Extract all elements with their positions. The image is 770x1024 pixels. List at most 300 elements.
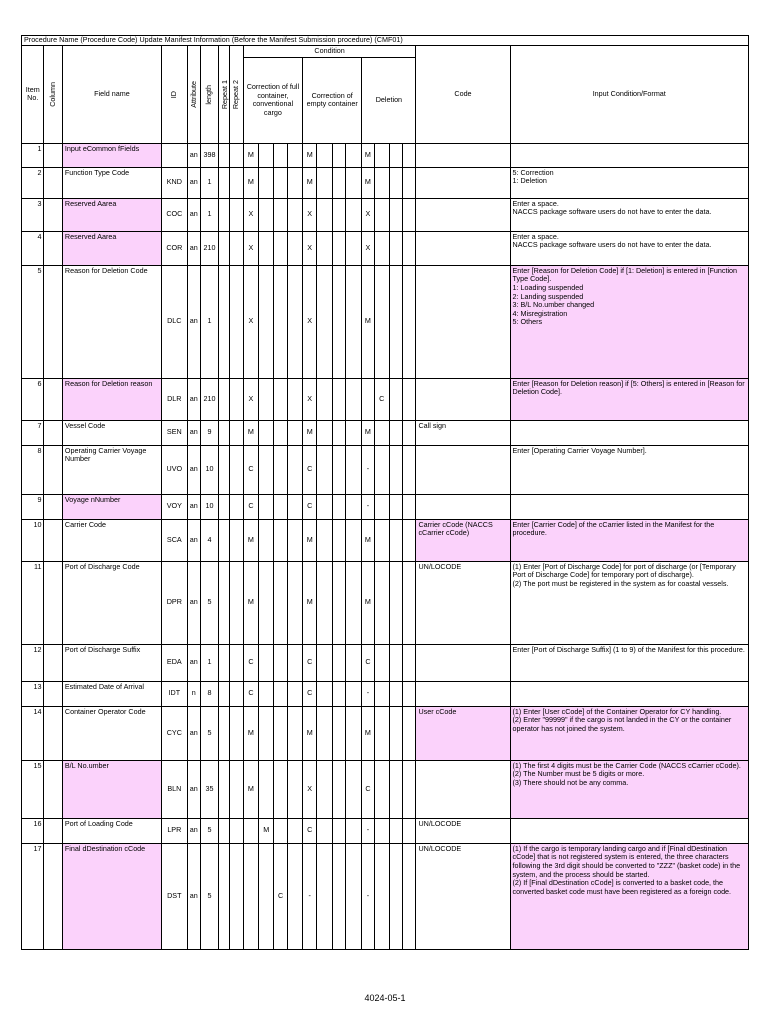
- item-no: 2: [22, 167, 44, 198]
- code-cell: [416, 143, 510, 167]
- table-row: [22, 706, 749, 760]
- condition-full-blank: [274, 760, 287, 818]
- condition-del-blank: [389, 706, 402, 760]
- condition-empty-blank: [345, 378, 361, 420]
- condition-empty: M: [303, 706, 317, 760]
- attribute: an: [187, 706, 200, 760]
- code-cell: UN/LOCODE: [416, 818, 510, 843]
- condition-empty-blank: [345, 494, 361, 519]
- condition-full-blank: [287, 644, 302, 681]
- table-row: [22, 265, 749, 378]
- condition-full-blank: [287, 681, 302, 706]
- condition-empty: X: [303, 760, 317, 818]
- condition-del: -: [362, 445, 374, 494]
- table-row: [22, 644, 749, 681]
- input-condition: [510, 818, 749, 843]
- field-name: Final dDestination cCode: [62, 843, 161, 949]
- input-condition: [510, 143, 749, 167]
- condition-full-blank: [287, 843, 302, 949]
- code-cell: [416, 231, 510, 265]
- item-no: 10: [22, 519, 44, 561]
- condition-full-blank: [274, 561, 287, 644]
- condition-del-blank: [389, 445, 402, 494]
- condition-empty-blank: [317, 494, 332, 519]
- code-cell: [416, 378, 510, 420]
- condition-empty: C: [303, 818, 317, 843]
- field-id: EDA: [162, 644, 188, 681]
- column-cell: [44, 143, 62, 167]
- table-row: [22, 420, 749, 445]
- condition-empty-blank: [332, 420, 345, 445]
- condition-full-blank: [287, 561, 302, 644]
- condition-del-blank: [374, 198, 389, 231]
- condition-full: C: [274, 843, 287, 949]
- condition-del-blank: [374, 818, 389, 843]
- code-cell: User cCode: [416, 706, 510, 760]
- condition-del-blank: [374, 167, 389, 198]
- condition-del-blank: [389, 843, 402, 949]
- field-id: DLR: [162, 378, 188, 420]
- header-code: Code: [416, 46, 510, 144]
- table-row: [22, 681, 749, 706]
- field-name: Voyage nNumber: [62, 494, 161, 519]
- condition-full-blank: [287, 198, 302, 231]
- repeat1: [219, 494, 230, 519]
- repeat1: [219, 143, 230, 167]
- code-cell: [416, 167, 510, 198]
- repeat1: [219, 644, 230, 681]
- condition-full-blank: [274, 265, 287, 378]
- field-name: B/L No.umber: [62, 760, 161, 818]
- condition-full-blank: [259, 561, 274, 644]
- header-condition: Condition: [243, 46, 416, 58]
- length: 8: [200, 681, 218, 706]
- condition-del: -: [362, 681, 374, 706]
- condition-full: X: [243, 231, 258, 265]
- condition-full-blank: [259, 519, 274, 561]
- condition-del-blank: [403, 760, 416, 818]
- repeat1: [219, 681, 230, 706]
- attribute: an: [187, 143, 200, 167]
- condition-empty-blank: [332, 494, 345, 519]
- repeat2: [230, 561, 243, 644]
- condition-empty-blank: [332, 231, 345, 265]
- condition-empty: X: [303, 231, 317, 265]
- repeat2: [230, 760, 243, 818]
- header-repeat2: Repeat 2: [230, 46, 243, 144]
- length: 5: [200, 706, 218, 760]
- item-no: 8: [22, 445, 44, 494]
- table-row: [22, 231, 749, 265]
- condition-empty-blank: [345, 561, 361, 644]
- column-cell: [44, 265, 62, 378]
- condition-full-blank: [274, 519, 287, 561]
- condition-del: M: [362, 561, 374, 644]
- condition-full-blank: [274, 494, 287, 519]
- repeat1: [219, 519, 230, 561]
- attribute: an: [187, 231, 200, 265]
- condition-full-blank: [287, 494, 302, 519]
- condition-del-blank: [374, 760, 389, 818]
- repeat1: [219, 420, 230, 445]
- code-cell: UN/LOCODE: [416, 561, 510, 644]
- condition-del-blank: [403, 706, 416, 760]
- condition-full-blank: [259, 420, 274, 445]
- condition-del-blank: [403, 167, 416, 198]
- repeat1: [219, 843, 230, 949]
- code-cell: Call sign: [416, 420, 510, 445]
- condition-full-blank: [274, 681, 287, 706]
- condition-empty: M: [303, 167, 317, 198]
- code-cell: [416, 494, 510, 519]
- code-cell: [416, 760, 510, 818]
- condition-del-blank: [389, 760, 402, 818]
- repeat2: [230, 706, 243, 760]
- condition-del: M: [362, 519, 374, 561]
- procedure-title-row: [22, 36, 749, 46]
- repeat2: [230, 143, 243, 167]
- condition-empty-blank: [332, 445, 345, 494]
- column-cell: [44, 561, 62, 644]
- condition-empty-blank: [332, 561, 345, 644]
- attribute: n: [187, 681, 200, 706]
- repeat2: [230, 378, 243, 420]
- condition-empty: X: [303, 378, 317, 420]
- condition-full-blank: [259, 167, 274, 198]
- condition-empty-blank: [332, 167, 345, 198]
- code-cell: [416, 644, 510, 681]
- repeat1: [219, 265, 230, 378]
- condition-full-blank: [259, 445, 274, 494]
- column-cell: [44, 843, 62, 949]
- condition-empty-blank: [332, 843, 345, 949]
- condition-empty-blank: [345, 681, 361, 706]
- condition-empty: C: [303, 681, 317, 706]
- condition-del-blank: [389, 644, 402, 681]
- field-name: Reserved Aarea: [62, 231, 161, 265]
- attribute: an: [187, 519, 200, 561]
- condition-empty: C: [303, 494, 317, 519]
- condition-empty-blank: [317, 167, 332, 198]
- condition-del-blank: [374, 445, 389, 494]
- condition-empty-blank: [345, 420, 361, 445]
- field-id: COC: [162, 198, 188, 231]
- field-name: Estimated Date of Arrival: [62, 681, 161, 706]
- repeat1: [219, 706, 230, 760]
- condition-del-blank: [374, 706, 389, 760]
- item-no: 5: [22, 265, 44, 378]
- repeat1: [219, 231, 230, 265]
- condition-empty-blank: [317, 561, 332, 644]
- condition-full-blank: [287, 420, 302, 445]
- condition-del-blank: [403, 420, 416, 445]
- item-no: 13: [22, 681, 44, 706]
- condition-del-blank: [374, 843, 389, 949]
- condition-del-blank: [403, 818, 416, 843]
- length: 9: [200, 420, 218, 445]
- column-cell: [44, 519, 62, 561]
- item-no: 3: [22, 198, 44, 231]
- condition-del: M: [362, 265, 374, 378]
- field-id: DPR: [162, 561, 188, 644]
- condition-full-blank: [259, 681, 274, 706]
- condition-del-blank: [374, 561, 389, 644]
- field-name: Reason for Deletion Code: [62, 265, 161, 378]
- code-cell: UN/LOCODE: [416, 843, 510, 949]
- column-cell: [44, 198, 62, 231]
- condition-del: M: [362, 143, 374, 167]
- condition-full: C: [243, 681, 258, 706]
- table-row: [22, 198, 749, 231]
- attribute: an: [187, 843, 200, 949]
- input-condition: (1) Enter [Port of Discharge Code] for port of discharge (or [Temporary Port of Discharge Code] for temporary port of discharge). (2) The port must be registered in the system as for coastal vessels.: [510, 561, 749, 644]
- condition-full-blank: [274, 198, 287, 231]
- table-row: [22, 494, 749, 519]
- length: 10: [200, 445, 218, 494]
- table-row: [22, 143, 749, 167]
- condition-empty: C: [303, 445, 317, 494]
- condition-full: M: [243, 519, 258, 561]
- header-repeat1: Repeat 1: [219, 46, 230, 144]
- length: 4: [200, 519, 218, 561]
- field-id: VOY: [162, 494, 188, 519]
- condition-del: C: [362, 644, 374, 681]
- condition-empty-blank: [345, 818, 361, 843]
- field-id: KND: [162, 167, 188, 198]
- field-name: Function Type Code: [62, 167, 161, 198]
- code-cell: Carrier cCode (NACCS cCarrier cCode): [416, 519, 510, 561]
- input-condition: [510, 681, 749, 706]
- condition-full-blank: [274, 143, 287, 167]
- condition-empty-blank: [332, 681, 345, 706]
- repeat2: [230, 818, 243, 843]
- condition-del-blank: [403, 644, 416, 681]
- column-cell: [44, 760, 62, 818]
- procedure-label: Procedure Name (Procedure Code): [24, 35, 138, 45]
- repeat1: [219, 198, 230, 231]
- condition-del-blank: [403, 143, 416, 167]
- column-cell: [44, 818, 62, 843]
- input-condition: Enter [Reason for Deletion Code] if [1: Deletion] is entered in [Function Type Code]. 1: Loading suspended 2: Landing suspended 3: B/L No.umber changed 4: Misregistration 5: Others: [510, 265, 749, 378]
- length: 5: [200, 818, 218, 843]
- condition-del-blank: [374, 143, 389, 167]
- repeat1: [219, 760, 230, 818]
- repeat2: [230, 167, 243, 198]
- input-condition: (1) Enter [User cCode] of the Container Operator for CY handling. (2) Enter "99999" if the cargo is not landed in the CY or the container operator has not joined the system.: [510, 706, 749, 760]
- repeat1: [219, 818, 230, 843]
- header-attribute: Attribute: [187, 46, 200, 144]
- field-name: Operating Carrier Voyage Number: [62, 445, 161, 494]
- repeat2: [230, 494, 243, 519]
- length: 10: [200, 494, 218, 519]
- condition-del: X: [362, 231, 374, 265]
- field-id: COR: [162, 231, 188, 265]
- table-row: [22, 378, 749, 420]
- manifest-spec-document: [21, 35, 749, 950]
- condition-full-blank: [287, 818, 302, 843]
- condition-del-blank: [403, 445, 416, 494]
- condition-full-blank: [259, 644, 274, 681]
- condition-empty-blank: [317, 681, 332, 706]
- field-name: Input eCommon fFields: [62, 143, 161, 167]
- column-cell: [44, 231, 62, 265]
- field-id: SCA: [162, 519, 188, 561]
- condition-empty-blank: [317, 843, 332, 949]
- column-cell: [44, 494, 62, 519]
- condition-full-blank: [243, 843, 258, 949]
- condition-del: M: [362, 420, 374, 445]
- condition-del-blank: [403, 198, 416, 231]
- length: 210: [200, 231, 218, 265]
- table-row: [22, 760, 749, 818]
- condition-del: X: [362, 198, 374, 231]
- condition-empty-blank: [317, 265, 332, 378]
- condition-full-blank: [274, 420, 287, 445]
- item-no: 4: [22, 231, 44, 265]
- condition-empty-blank: [345, 445, 361, 494]
- table-row: [22, 843, 749, 949]
- condition-full: M: [243, 143, 258, 167]
- repeat2: [230, 644, 243, 681]
- condition-del-blank: [362, 378, 374, 420]
- header-cond-deletion: Deletion: [362, 57, 416, 143]
- condition-del-blank: [389, 519, 402, 561]
- condition-empty-blank: [317, 420, 332, 445]
- code-cell: [416, 265, 510, 378]
- condition-del: -: [362, 843, 374, 949]
- condition-full: C: [243, 494, 258, 519]
- condition-empty-blank: [332, 706, 345, 760]
- item-no: 1: [22, 143, 44, 167]
- condition-del-blank: [389, 265, 402, 378]
- attribute: an: [187, 760, 200, 818]
- repeat2: [230, 231, 243, 265]
- condition-empty: C: [303, 644, 317, 681]
- length: 1: [200, 198, 218, 231]
- field-id: IDT: [162, 681, 188, 706]
- attribute: an: [187, 644, 200, 681]
- condition-full-blank: [259, 198, 274, 231]
- condition-empty-blank: [332, 265, 345, 378]
- condition-del-blank: [389, 231, 402, 265]
- condition-del-blank: [389, 494, 402, 519]
- condition-full-blank: [259, 760, 274, 818]
- condition-full: C: [243, 445, 258, 494]
- condition-del-blank: [403, 681, 416, 706]
- code-cell: [416, 198, 510, 231]
- condition-empty-blank: [332, 198, 345, 231]
- condition-full-blank: [287, 143, 302, 167]
- attribute: an: [187, 494, 200, 519]
- condition-full-blank: [287, 706, 302, 760]
- column-cell: [44, 420, 62, 445]
- table-row: [22, 445, 749, 494]
- input-condition: (1) If the cargo is temporary landing cargo and if [Final dDestination cCode] that is not registered system is entered, the three characters following the 3rd digit should be converted to "ZZZ" (basket code) in the system, and the process should be started. (2) If [Final dDestination cCode] is converted to a basket code, the converted basket code must have been registered as a foreign code.: [510, 843, 749, 949]
- item-no: 11: [22, 561, 44, 644]
- field-name: Reason for Deletion reason: [62, 378, 161, 420]
- condition-del-blank: [389, 561, 402, 644]
- condition-empty-blank: [332, 644, 345, 681]
- condition-full: X: [243, 198, 258, 231]
- condition-del: M: [362, 167, 374, 198]
- item-no: 12: [22, 644, 44, 681]
- header-length: length: [200, 46, 218, 144]
- condition-empty-blank: [317, 519, 332, 561]
- condition-empty: X: [303, 265, 317, 378]
- field-id: CYC: [162, 706, 188, 760]
- condition-del-blank: [389, 818, 402, 843]
- field-name: Reserved Aarea: [62, 198, 161, 231]
- condition-empty-blank: [332, 378, 345, 420]
- page-number: 4024-05-1: [364, 993, 406, 1003]
- field-name: Port of Discharge Code: [62, 561, 161, 644]
- condition-full-blank: [274, 644, 287, 681]
- condition-full-blank: [287, 167, 302, 198]
- header-column: Column: [44, 46, 62, 144]
- input-condition: Enter a space. NACCS package software users do not have to enter the data.: [510, 198, 749, 231]
- condition-empty: M: [303, 143, 317, 167]
- condition-del-blank: [403, 561, 416, 644]
- input-condition: 5: Correction 1: Deletion: [510, 167, 749, 198]
- spec-table: [21, 35, 749, 950]
- condition-empty-blank: [332, 760, 345, 818]
- condition-empty-blank: [345, 843, 361, 949]
- condition-del-blank: [403, 265, 416, 378]
- repeat2: [230, 843, 243, 949]
- field-id: LPR: [162, 818, 188, 843]
- field-name: Port of Discharge Suffix: [62, 644, 161, 681]
- field-id: DST: [162, 843, 188, 949]
- table-row: [22, 167, 749, 198]
- field-id: DLC: [162, 265, 188, 378]
- condition-full-blank: [287, 519, 302, 561]
- input-condition: Enter [Operating Carrier Voyage Number].: [510, 445, 749, 494]
- condition-del-blank: [389, 143, 402, 167]
- item-no: 7: [22, 420, 44, 445]
- column-cell: [44, 681, 62, 706]
- code-cell: [416, 445, 510, 494]
- repeat2: [230, 445, 243, 494]
- table-row: [22, 818, 749, 843]
- condition-empty-blank: [345, 231, 361, 265]
- repeat2: [230, 681, 243, 706]
- condition-full-blank: [287, 378, 302, 420]
- column-cell: [44, 706, 62, 760]
- field-name: Vessel Code: [62, 420, 161, 445]
- input-condition: (1) The first 4 digits must be the Carrier Code (NACCS cCarrier cCode). (2) The Number must be 5 digits or more. (3) There should not be any comma.: [510, 760, 749, 818]
- condition-full-blank: [243, 818, 258, 843]
- field-name: Container Operator Code: [62, 706, 161, 760]
- field-id: [162, 143, 188, 167]
- condition-del-blank: [374, 231, 389, 265]
- condition-del-blank: [389, 420, 402, 445]
- condition-full: C: [243, 644, 258, 681]
- condition-empty-blank: [317, 143, 332, 167]
- condition-empty: -: [303, 843, 317, 949]
- condition-empty-blank: [345, 519, 361, 561]
- repeat2: [230, 519, 243, 561]
- field-id: BLN: [162, 760, 188, 818]
- condition-full: M: [259, 818, 274, 843]
- condition-del-blank: [374, 681, 389, 706]
- item-no: 16: [22, 818, 44, 843]
- header-id: ID: [162, 46, 188, 144]
- condition-full: M: [243, 420, 258, 445]
- condition-empty-blank: [317, 231, 332, 265]
- condition-full-blank: [259, 265, 274, 378]
- input-condition: [510, 420, 749, 445]
- condition-del-blank: [374, 519, 389, 561]
